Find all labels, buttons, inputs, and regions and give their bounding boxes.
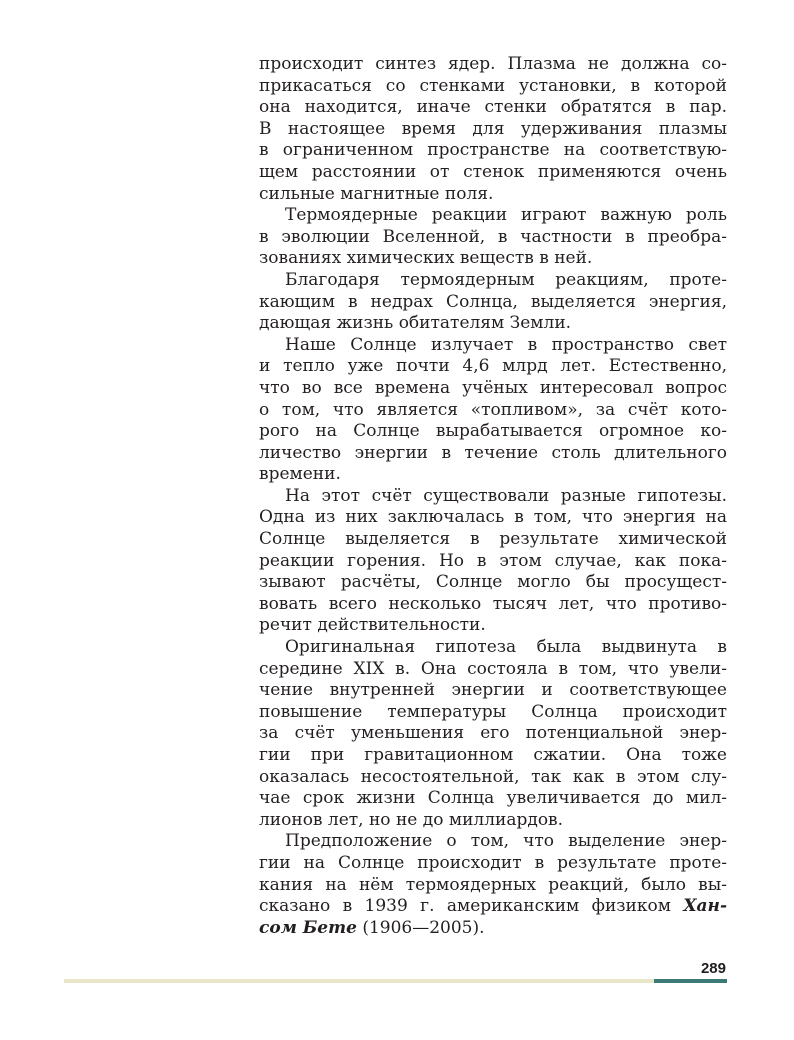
text-line: личество энергии в течение столь длительного — [259, 442, 727, 463]
text-line: кания на нём термоядерных реакций, было вы- — [259, 874, 727, 895]
text-segment: (1906—2005). — [356, 917, 485, 938]
text-line: дающая жизнь обитателям Земли. — [259, 313, 572, 334]
text-line: середине XIX в. Она состояла в том, что увели- — [259, 658, 727, 679]
text-line: времени. — [259, 464, 341, 485]
text-line — [259, 896, 727, 918]
text-line: гии на Солнце происходит в результате проте- — [259, 852, 727, 873]
text-segment: сказано в 1939 г. американским физиком — [259, 896, 684, 917]
text-line: и тепло уже почти 4,6 млрд лет. Естественно, — [259, 356, 727, 377]
paragraph-2 — [259, 205, 727, 270]
paragraph-5 — [259, 486, 727, 637]
text-line: в ограниченном пространстве на соответствую- — [259, 140, 727, 161]
text-line: вовать всего несколько тысяч лет, что противо- — [259, 593, 727, 614]
text-line: речит действительности. — [259, 615, 486, 636]
text-line: повышение температуры Солнца происходит — [259, 701, 727, 722]
text-line: кающим в недрах Солнца, выделяется энергия, — [259, 291, 727, 312]
footer-rule — [64, 979, 654, 983]
scientist-name-part: сом Бете — [259, 917, 357, 938]
text-line: рого на Солнце вырабатывается огромное ко- — [259, 421, 727, 442]
text-line: зывают расчёты, Солнце могло бы просущест- — [259, 572, 727, 593]
text-line: Оригинальная гипотеза была выдвинута в — [285, 637, 727, 658]
text-line: Термоядерные реакции играют важную роль — [285, 205, 727, 226]
text-line: Предположение о том, что выделение энер- — [285, 831, 727, 852]
text-line: прикасаться со стенками установки, в которой — [259, 75, 727, 96]
text-line: чае срок жизни Солнца увеличивается до мил- — [259, 788, 727, 809]
text-line: происходит синтез ядер. Плазма не должна со- — [259, 54, 727, 74]
text-line: чение внутренней энергии и соответствующее — [259, 680, 727, 701]
text-line: Солнце выделяется в результате химической — [259, 529, 727, 550]
text-line: что во все времена учёных интересовал вопрос — [259, 377, 727, 398]
text-line: Наше Солнце излучает в пространство свет — [285, 334, 727, 355]
text-line: лионов лет, но не до миллиардов. — [259, 809, 564, 830]
text-line: В настоящее время для удерживания плазмы — [259, 118, 727, 139]
paragraph-6 — [259, 637, 727, 831]
main-text — [259, 54, 727, 939]
text-line — [259, 918, 727, 940]
text-line: о том, что является «топливом», за счёт кото- — [259, 399, 727, 420]
footer-accent-bar — [654, 979, 727, 983]
text-line: реакции горения. Но в этом случае, как пока- — [259, 550, 727, 571]
text-line: щем расстоянии от стенок применяются очень — [259, 161, 727, 182]
paragraph-7 — [259, 831, 727, 939]
text-line: Одна из них заключалась в том, что энергия на — [259, 507, 727, 528]
text-line: гии при гравитационном сжатии. Она тоже — [259, 745, 727, 765]
text-line: На этот счёт существовали разные гипотезы. — [285, 485, 727, 506]
text-line: в эволюции Вселенной, в частности в преобра- — [259, 226, 727, 247]
text-line: она находится, иначе стенки обратятся в пар. — [259, 97, 727, 118]
text-line: оказалась несостоятельной, так как в этом слу- — [259, 766, 727, 787]
paragraph-1 — [259, 54, 727, 205]
paragraph-4 — [259, 335, 727, 486]
text-line: Благодаря термоядерным реакциям, проте- — [285, 269, 727, 290]
text-line: за счёт уменьшения его потенциальной энер- — [259, 723, 727, 744]
text-line: зованиях химических веществ в ней. — [259, 248, 593, 269]
scientist-name-part: Хан- — [683, 896, 727, 917]
text-line: сильные магнитные поля. — [259, 183, 494, 204]
page-number: 289 — [700, 960, 726, 977]
paragraph-3 — [259, 270, 727, 335]
